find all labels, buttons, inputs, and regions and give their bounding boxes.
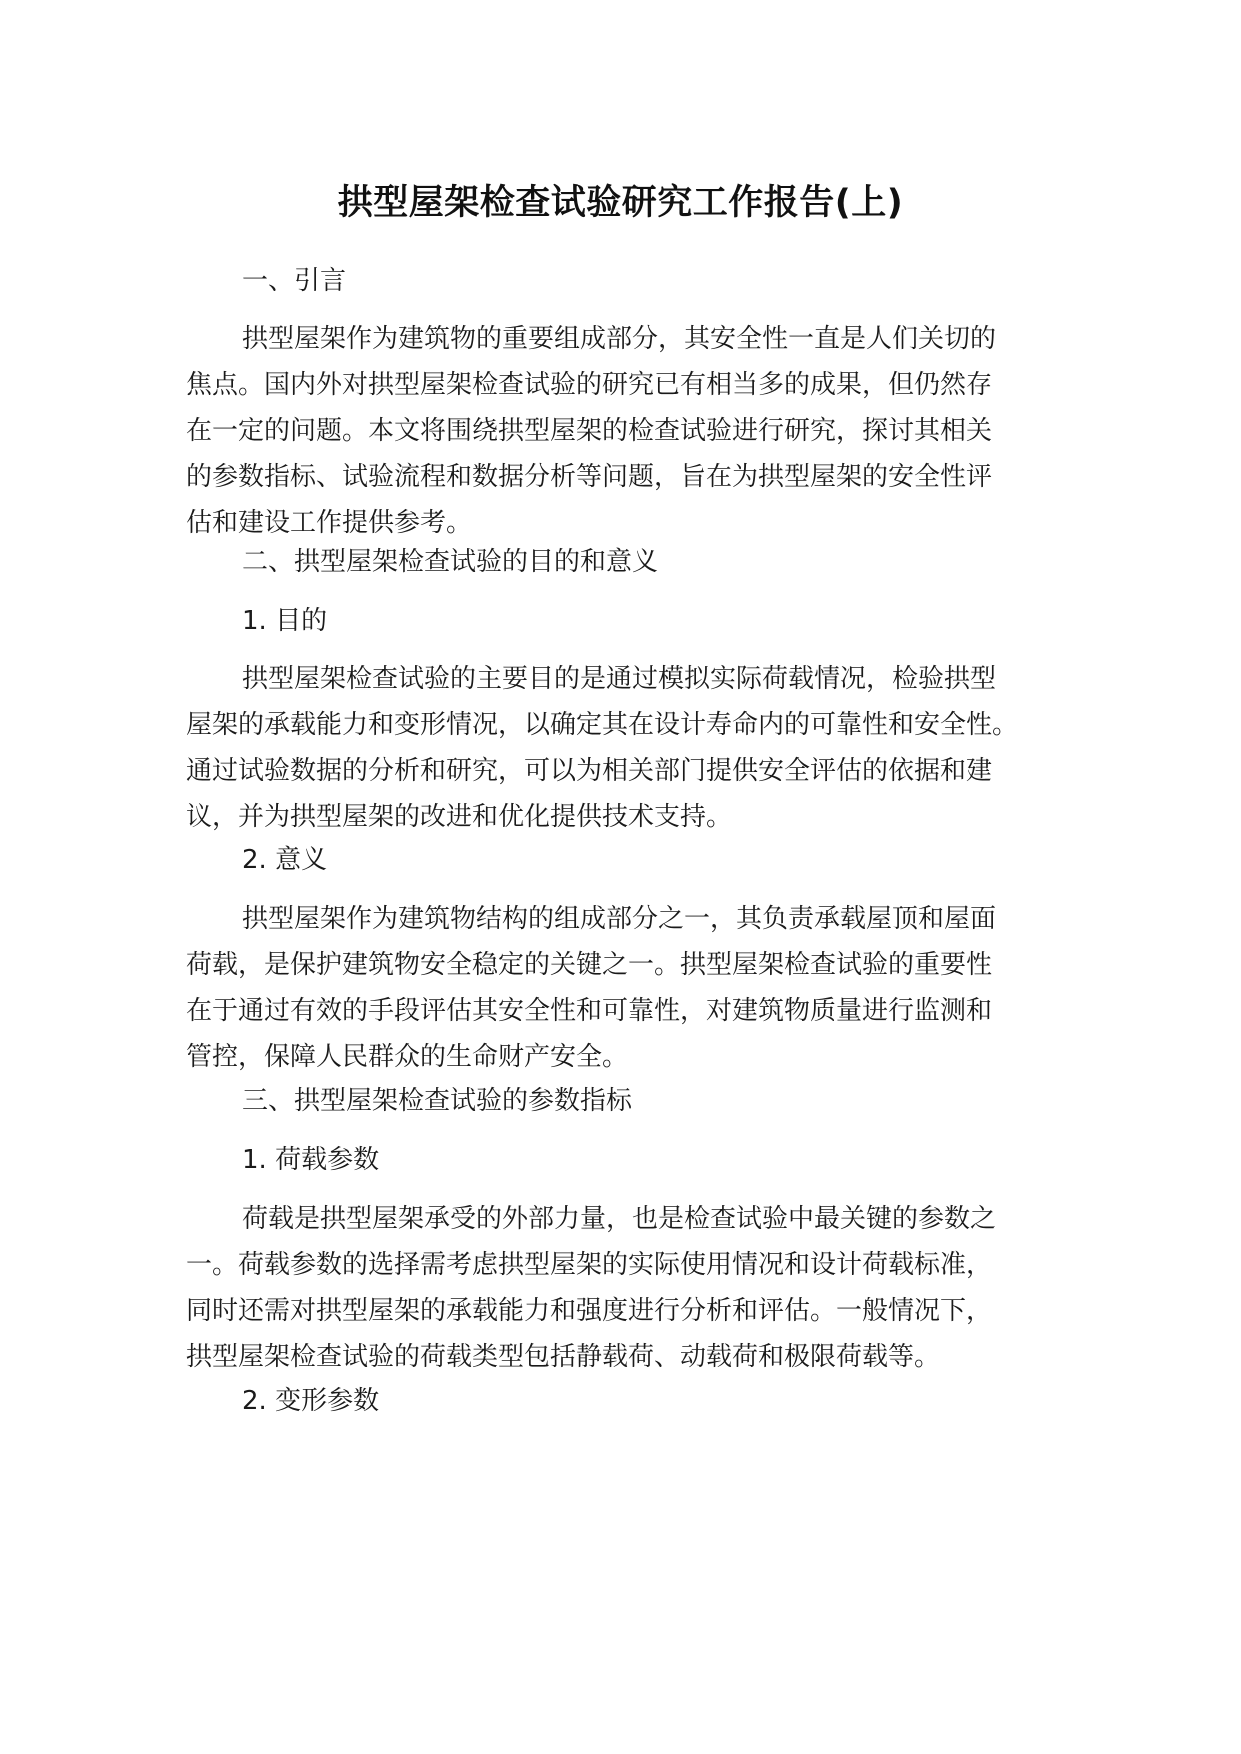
paragraph-line: 议，并为拱型屋架的改进和优化提供技术支持。: [186, 802, 733, 832]
paragraph-line: 拱型屋架作为建筑物结构的组成部分之一，其负责承载屋顶和屋面: [242, 904, 997, 934]
paragraph-line: 同时还需对拱型屋架的承载能力和强度进行分析和评估。一般情况下，: [186, 1296, 993, 1326]
subsection-heading-load-parameters: 1. 荷载参数: [242, 1145, 380, 1175]
section-heading-introduction: 一、引言: [242, 266, 347, 296]
paragraph-line: 估和建设工作提供参考。: [186, 508, 473, 538]
paragraph-line: 荷载是拱型屋架承受的外部力量，也是检查试验中最关键的参数之: [242, 1204, 997, 1234]
paragraph-purpose: [186, 656, 1066, 840]
document-title: 拱型屋架检查试验研究工作报告(上): [337, 183, 904, 223]
paragraph-line: 通过试验数据的分析和研究，可以为相关部门提供安全评估的依据和建: [186, 756, 993, 786]
section-heading-purpose-significance: 二、拱型屋架检查试验的目的和意义: [242, 547, 659, 577]
paragraph-line: 拱型屋架检查试验的荷载类型包括静载荷、动载荷和极限荷载等。: [186, 1342, 941, 1372]
subsection-heading-deformation-parameters: 2. 变形参数: [242, 1386, 380, 1416]
paragraph-line: 的参数指标、试验流程和数据分析等问题，旨在为拱型屋架的安全性评: [186, 462, 993, 492]
paragraph-load-parameters: [186, 1196, 1066, 1380]
paragraph-line: 一。荷载参数的选择需考虑拱型屋架的实际使用情况和设计荷载标准，: [186, 1250, 993, 1280]
section-heading-parameters: 三、拱型屋架检查试验的参数指标: [242, 1086, 633, 1116]
paragraph-significance: [186, 896, 1066, 1080]
paragraph-line: 焦点。国内外对拱型屋架检查试验的研究已有相当多的成果，但仍然存: [186, 370, 993, 400]
subsection-heading-significance: 2. 意义: [242, 845, 328, 875]
paragraph-line: 管控，保障人民群众的生命财产安全。: [186, 1042, 629, 1072]
paragraph-line: 屋架的承载能力和变形情况，以确定其在设计寿命内的可靠性和安全性。: [186, 710, 1019, 740]
subsection-heading-purpose: 1. 目的: [242, 606, 328, 636]
paragraph-introduction: [186, 316, 1066, 546]
paragraph-line: 在于通过有效的手段评估其安全性和可靠性，对建筑物质量进行监测和: [186, 996, 993, 1026]
paragraph-line: 拱型屋架作为建筑物的重要组成部分，其安全性一直是人们关切的: [242, 324, 997, 354]
paragraph-line: 拱型屋架检查试验的主要目的是通过模拟实际荷载情况，检验拱型: [242, 664, 997, 694]
paragraph-line: 荷载，是保护建筑物安全稳定的关键之一。拱型屋架检查试验的重要性: [186, 950, 993, 980]
paragraph-line: 在一定的问题。本文将围绕拱型屋架的检查试验进行研究，探讨其相关: [186, 416, 993, 446]
